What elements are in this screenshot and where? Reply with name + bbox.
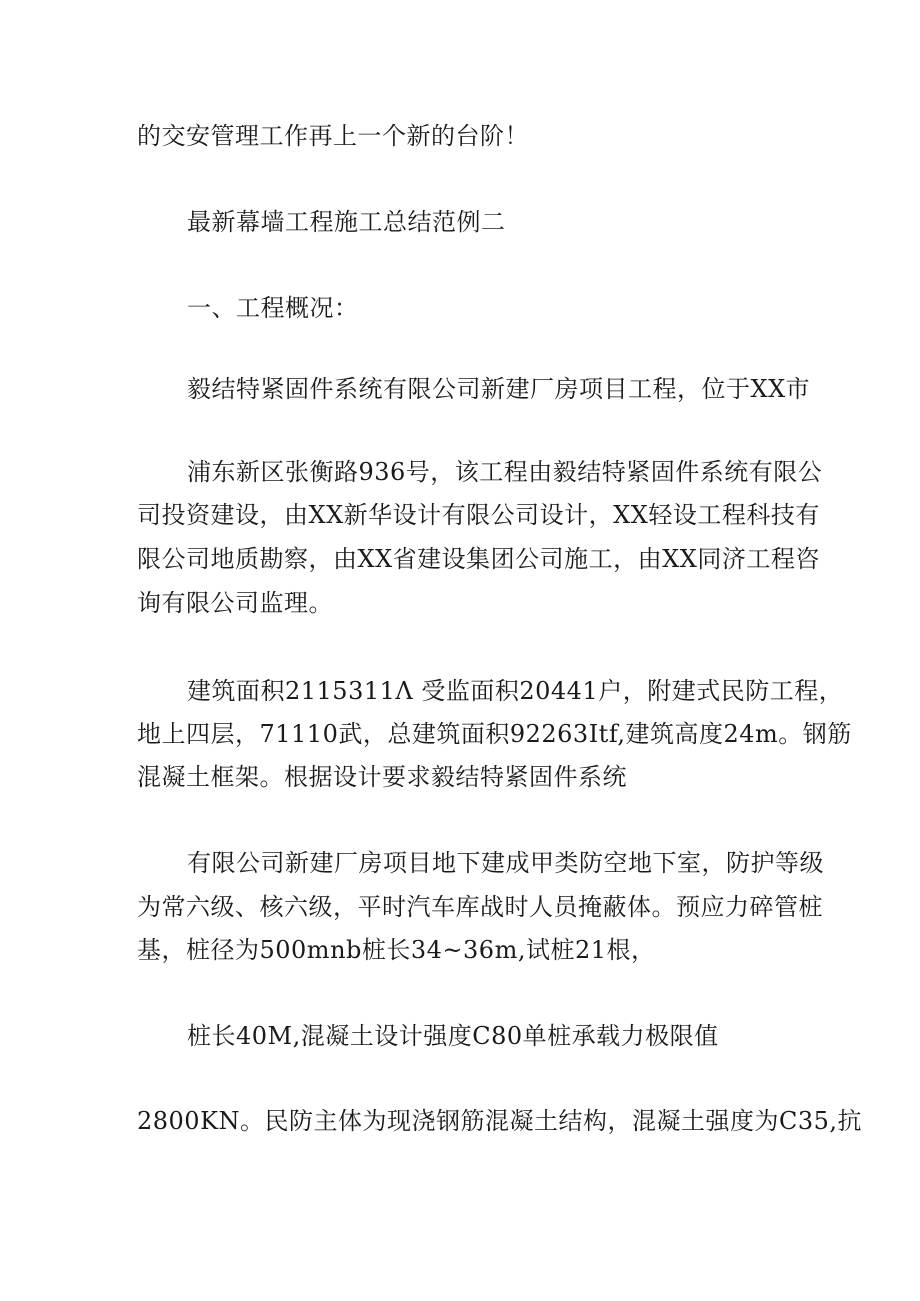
text-line-11: 混凝土框架。根据设计要求毅结特紧固件系统 — [137, 763, 627, 791]
section-title: 最新幕墙工程施工总结范例二 — [187, 208, 506, 236]
text-line-5: 浦东新区张衡路936号，该工程由毅结特紧固件系统有限公 — [187, 458, 823, 486]
text-line-1: 的交安管理工作再上一个新的台阶！ — [137, 122, 529, 150]
text-line-7: 限公司地质勘察，由XX省建设集团公司施工，由XX同济工程咨 — [137, 545, 820, 573]
text-line-14: 基，桩径为500mnb桩长34~36m,试桩21根， — [137, 936, 656, 964]
text-line-8: 询有限公司监理。 — [137, 589, 333, 617]
text-line-9: 建筑面积2115311Λ 受监面积20441户，附建式民防工程， — [187, 677, 844, 705]
text-line-6: 司投资建设，由XX新华设计有限公司设计，XX轻设工程科技有 — [137, 501, 820, 529]
text-line-13: 为常六级、核六级，平时汽车库战时人员掩蔽体。预应力碎管桩 — [137, 893, 823, 921]
text-line-4: 毅结特紧固件系统有限公司新建厂房项目工程，位于XX市 — [187, 375, 811, 403]
section-heading: 一、工程概况： — [187, 294, 359, 322]
text-line-12: 有限公司新建厂房项目地下建成甲类防空地下室，防护等级 — [187, 849, 824, 877]
text-line-15: 桩长40M,混凝土设计强度C80单桩承载力极限值 — [187, 1022, 719, 1050]
text-line-10: 地上四层，71110武，总建筑面积92263Itf,建筑高度24m。钢筋 — [137, 720, 852, 748]
text-line-16: 2800KN。民防主体为现浇钢筋混凝土结构，混凝土强度为C35,抗 — [137, 1107, 863, 1135]
